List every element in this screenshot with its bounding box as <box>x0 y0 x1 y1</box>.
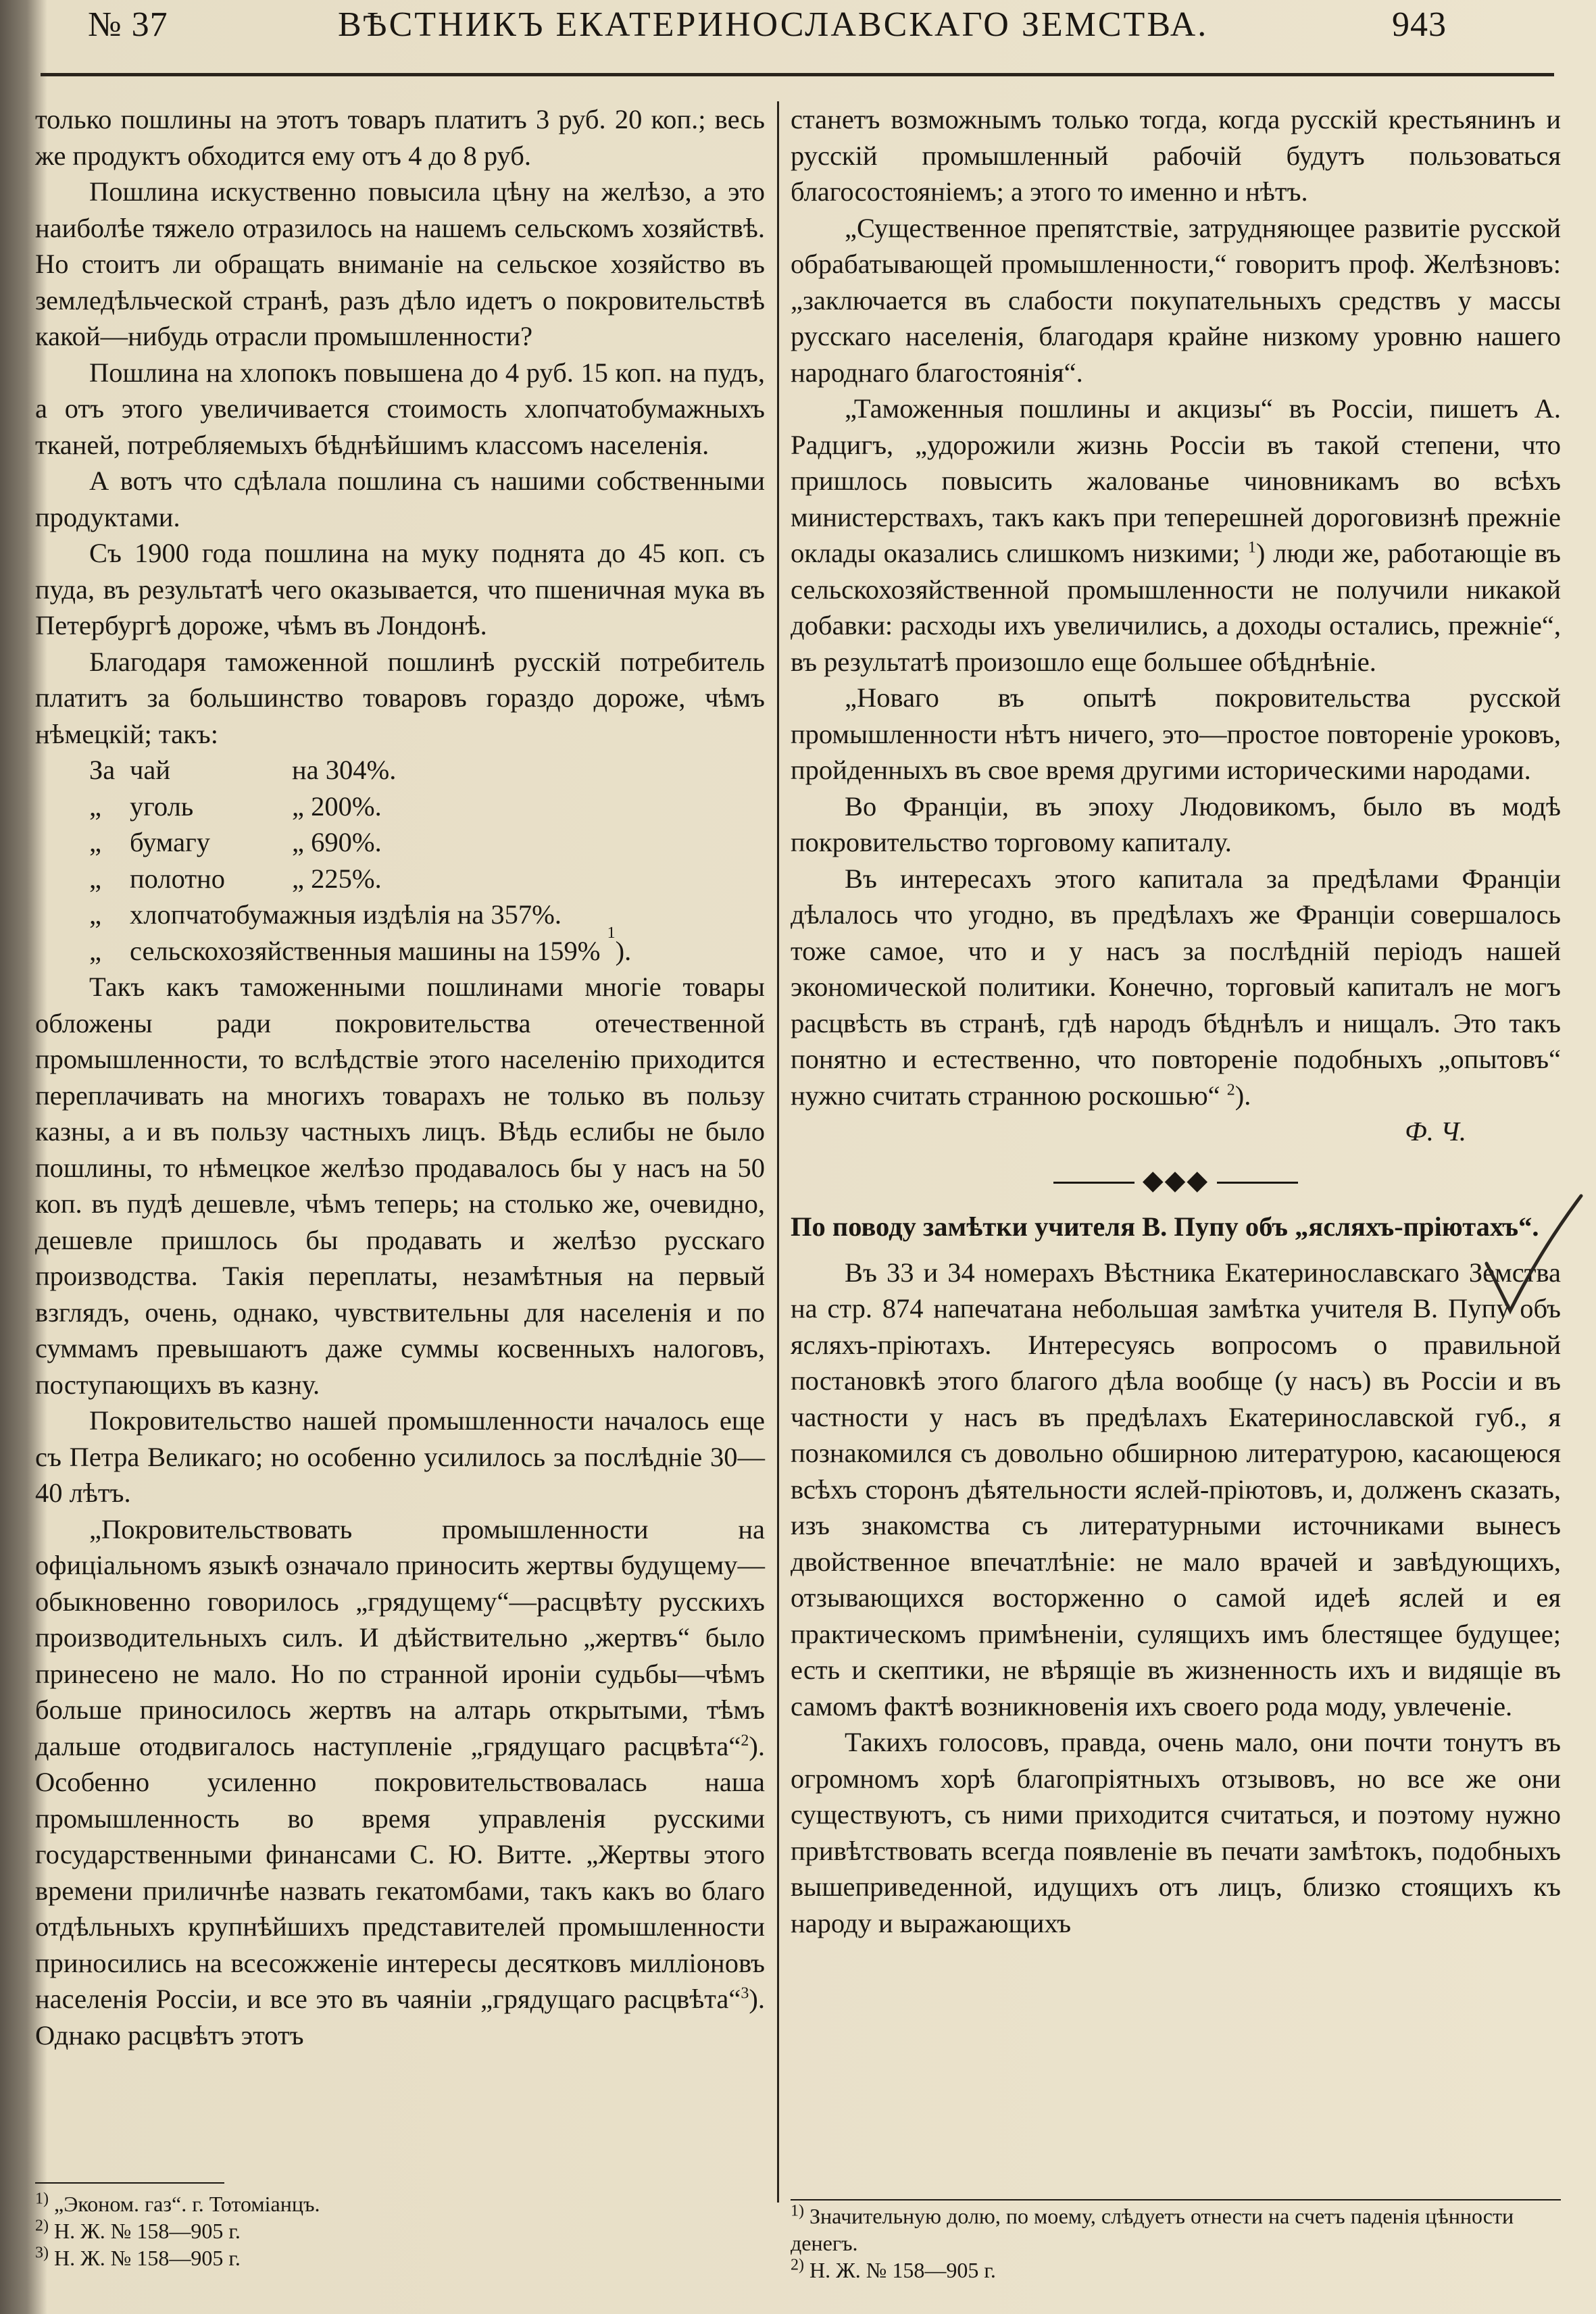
paragraph: А вотъ что сдѣлала пошлина съ нашими собственными продуктами. <box>35 466 765 532</box>
tariff-item: полотно <box>130 863 225 894</box>
paragraph <box>35 1511 765 2054</box>
tariff-quote: „ <box>89 935 101 966</box>
paragraph: станетъ возможнымъ только тогда, когда русскій крестьянинъ и русскій промышленный рабочій будутъ пользоваться благосостояніемъ; а этого то именно и нѣтъ. <box>791 104 1561 207</box>
paragraph: „Существенное препятствіе, затрудняющее развитіе русской обрабатывающей промышленности,“ говоритъ проф. Желѣзновъ: „заключается въ слабости покупательныхъ средствъ у массы русскаго населенія, благодаря крайне низкому уровню нашего народнаго благостоянія“. <box>791 212 1561 388</box>
tariff-row <box>89 861 765 897</box>
left-column <box>35 101 765 2053</box>
text-run: ). Однако расцвѣтъ этотъ <box>35 1984 765 2051</box>
footnote <box>791 2203 1561 2257</box>
tariff-list <box>89 752 765 969</box>
footnote-rule <box>35 2182 224 2184</box>
text-run: ). Особенно усиленно покровительствовалась наша промышленность во время управленія русскими государственными финансами С. Ю. Витте. „Жертвы этого времени приличнѣе назвать гекатомбами, такъ какъ во благо отдѣльныхъ крупнѣйшихъ представителей промышленности приносились на всесожженіе интересы десятковъ милліоновъ населенія Россіи, и все это въ чаяніи „грядущаго расцвѣта“ <box>35 1730 765 2014</box>
text-run: Въ интересахъ этого капитала за предѣлами Франціи дѣлалось что угодно, въ предѣлахъ же Франціи совершалось тоже самое, что и у насъ за послѣдній періодъ нашей экономической политики. Конечно, торговый капиталъ не могъ расцвѣсть въ странѣ, гдѣ народъ бѣднѣлъ и нищалъ. Это такъ понятно и естественно, что повтореніе подобныхъ „опытовъ“ нужно считать странною роскошью“ <box>791 863 1561 1111</box>
tariff-row <box>89 824 765 861</box>
ornament-icon: ◆◆◆ <box>1142 1164 1210 1195</box>
paragraph: Такъ какъ таможенными пошлинами многіе товары обложены ради покровительства отечественной промышленности, то вслѣдствіе этого населенію приходится переплачивать на многихъ товарахъ не только въ пользу казны, а и въ пользу частныхъ лицъ. Вѣдь еслибы не было пошлины, то нѣмецкое желѣзо продавалось бы у насъ на 50 коп. въ пудѣ дешевле, чѣмъ теперь; на столько же, очевидно, дешевле пришлось бы продавать и желѣзо русскаго производства. Такія переплаты, незамѣтныя на первый взглядъ, очень, однако, чувствительны для населенія и по суммамъ превышаютъ даже суммы косвенныхъ налоговъ, поступающихъ въ казну. <box>35 972 765 1400</box>
tariff-quote: „ <box>89 863 101 894</box>
footnote-text: Н. Ж. № 158—905 г. <box>54 2246 241 2270</box>
footnote-ref: 1 <box>607 924 616 942</box>
tariff-quote: „ <box>89 899 101 930</box>
paragraph: Въ 33 и 34 номерахъ Вѣстника Екатеринославскаго Земства на стр. 874 напечатана небольшая замѣтка учителя В. Пупу объ ясляхъ-пріютахъ. Интересуясь вопросомъ о правильной постановкѣ этого благого дѣла вообще (у насъ) въ Россіи и въ частности у насъ въ предѣлахъ Екатеринославской губ., я познакомился съ довольно обширною литературою, касающеюся всѣхъ сторонъ дѣятельности яслей-пріютовъ, и, долженъ сказать, изъ знакомства съ литературными источниками вынесъ двойственное впечатлѣніе: не мало врачей и завѣдующихъ, отзывающихся восторженно о самой идеѣ яслей и ея практическомъ примѣненіи, сулящихъ имъ блестящее будущее; есть и скептики, не вѣрящіе въ жизненность ихъ и видящіе въ самомъ фактѣ возникновенія ихъ своего рода моду, увлеченіе. <box>791 1257 1561 1721</box>
footnote-rule <box>791 2199 1561 2200</box>
footnote-ref: 3 <box>741 1984 749 2003</box>
footnote-mark: 1) <box>791 2202 804 2220</box>
section-separator <box>791 1162 1561 1199</box>
tariff-value: „ 200%. <box>292 790 382 822</box>
paragraph: Покровительство нашей промышленности началось еще съ Петра Великаго; но особенно усилилось за послѣдніе 30—40 лѣтъ. <box>35 1405 765 1508</box>
tariff-quote: За <box>89 755 116 785</box>
tariff-row <box>89 897 765 933</box>
paragraph: Благодаря таможенной пошлинѣ русскій потребитель платитъ за большинство товаровъ гораздо дороже, чѣмъ нѣмецкій; такъ: <box>35 646 765 749</box>
footnote-mark: 3) <box>35 2244 49 2262</box>
right-column <box>791 101 1561 1941</box>
left-footnotes <box>35 2182 765 2271</box>
paragraph <box>791 391 1561 680</box>
footnote-ref: 2 <box>1226 1081 1235 1099</box>
paragraph: только пошлины на этотъ товаръ платитъ 3 руб. 20 коп.; весь же продуктъ обходится ему отъ 4 до 8 руб. <box>35 104 765 171</box>
footnote <box>35 2244 765 2271</box>
paragraph: Во Франціи, въ эпоху Людовикомъ, было въ модѣ покровительство торговому капиталу. <box>791 790 1561 857</box>
footnote-text: „Эконом. газ“. г. Тотоміанцъ. <box>54 2192 320 2216</box>
separator-line <box>1053 1182 1134 1184</box>
tariff-item: хлопчатобумажныя издѣлія <box>130 899 451 930</box>
right-footnotes <box>791 2203 1561 2284</box>
footnote-text: Н. Ж. № 158—905 г. <box>809 2258 996 2282</box>
signature: Ф. Ч. <box>1405 1116 1466 1147</box>
tariff-item: уголь <box>130 790 194 822</box>
tariff-item: бумагу <box>130 827 210 857</box>
footnote-mark: 1) <box>35 2190 49 2208</box>
tariff-quote: „ <box>89 790 101 822</box>
separator-line <box>1217 1182 1298 1184</box>
tariff-row: „ сельскохозяйственныя машины на 159% 1 ). <box>89 933 765 970</box>
column-divider <box>777 101 779 2203</box>
paragraph: Пошлина искуственно повысила цѣну на желѣзо, а это наиболѣе тяжело отразилось на нашемъ сельскомъ хозяйствѣ. Но стоитъ ли обращать вниманіе на сельское хозяйство въ земледѣльческой странѣ, разъ дѣло идетъ о покровительствѣ какой—нибудь отрасли промышленности? <box>35 176 765 351</box>
tariff-item: сельскохозяйственныя машины <box>130 935 497 966</box>
page-header <box>88 0 1480 61</box>
paragraph <box>791 861 1561 1114</box>
footnote <box>791 2257 1561 2284</box>
footnote-text: Значительную долю, по моему, слѣдуетъ отнести на счетъ паденія цѣнности денегъ. <box>791 2204 1514 2255</box>
issue-number: № 37 <box>88 5 168 44</box>
tariff-value: „ 225%. <box>292 863 382 894</box>
paragraph: Пошлина на хлопокъ повышена до 4 руб. 15 коп. на пудъ, а отъ этого увеличивается стоимость хлопчатобумажныхъ тканей, потребляемыхъ бѣднѣйшимъ классомъ населенія. <box>35 357 765 460</box>
footnote <box>35 2190 765 2217</box>
tariff-value: „ 690%. <box>292 827 382 857</box>
paragraph: „Новаго въ опытѣ покровительства русской промышленности нѣтъ ничего, это—простое повтореніе уроковъ, пройденныхъ въ свое время другими историческими народами. <box>791 682 1561 785</box>
footnote-text: Н. Ж. № 158—905 г. <box>54 2219 241 2243</box>
paragraph: Съ 1900 года пошлина на муку поднята до 45 коп. съ пуда, въ результатѣ чего оказывается, что пшеничная мука въ Петербургѣ дороже, чѣмъ въ Лондонѣ. <box>35 538 765 640</box>
tariff-quote: „ <box>89 827 101 857</box>
footnote <box>35 2217 765 2244</box>
page-number: 943 <box>1392 5 1447 44</box>
tariff-value: на 357%. <box>457 899 562 930</box>
handwritten-check-icon <box>1480 1189 1588 1324</box>
footnote-ref: 2 <box>741 1732 749 1749</box>
tariff-row <box>89 752 765 788</box>
paragraph: Такихъ голосовъ, правда, очень мало, они почти тонутъ въ огромномъ хорѣ благопріятныхъ отзывовъ, но все же они существуютъ, съ ними приходится считаться, и поэтому нужно привѣтствовать всегда появленіе въ печати замѣтокъ, подобныхъ вышеприведенной, идущихъ отъ лицъ, близко стоящихъ къ народу и выражающихъ <box>791 1727 1561 1938</box>
footnote-mark: 2) <box>791 2256 804 2274</box>
tariff-row <box>89 788 765 825</box>
header-rule <box>41 73 1554 76</box>
section-title: По поводу замѣтки учителя В. Пупу объ „ясляхъ-пріютахъ“. <box>791 1211 1539 1242</box>
text-run: ) люди же, работающіе въ сельскохозяйственной промышленности не получили никакой добавки: расходы ихъ увеличились, а доходы остались, прежніе“, въ результатѣ произошло еще большее обѣднѣніе. <box>791 538 1561 677</box>
text-run: „Таможенныя пошлины и акцизы“ въ Россіи, пишетъ А. Радцигъ, „удорожили жизнь Россіи въ такой степени, что пришлось повысить жалованье чиновникамъ во всѣхъ министерствахъ, такъ какъ при теперешней дороговизнѣ прежніе оклады оказались слишкомъ низкими; <box>791 393 1561 568</box>
footnote-ref: 1 <box>1247 538 1256 557</box>
text-run: „Покровительствовать промышленности на офиціальномъ языкѣ означало приносить жертвы будущему—обыкновенно говорилось „грядущему“—расцвѣту русскихъ производительныхъ силъ. И дѣйствительно „жертвъ“ было принесено не мало. Но по странной ироніи судьбы—чѣмъ больше приносилось жертвъ на алтарь открытыми, тѣмъ дальше отодвигалось наступленіе „грядущаго расцвѣта“ <box>35 1513 765 1761</box>
footnote-mark: 2) <box>35 2217 49 2235</box>
tariff-item: чай <box>130 755 171 785</box>
tariff-value: на 159% <box>503 935 601 966</box>
journal-title: ВѢСТНИКЪ ЕКАТЕРИНОСЛАВСКАГО ЗЕМСТВА. <box>338 5 1209 44</box>
tariff-value: на 304%. <box>292 755 397 785</box>
text-run: ). <box>1235 1080 1251 1111</box>
